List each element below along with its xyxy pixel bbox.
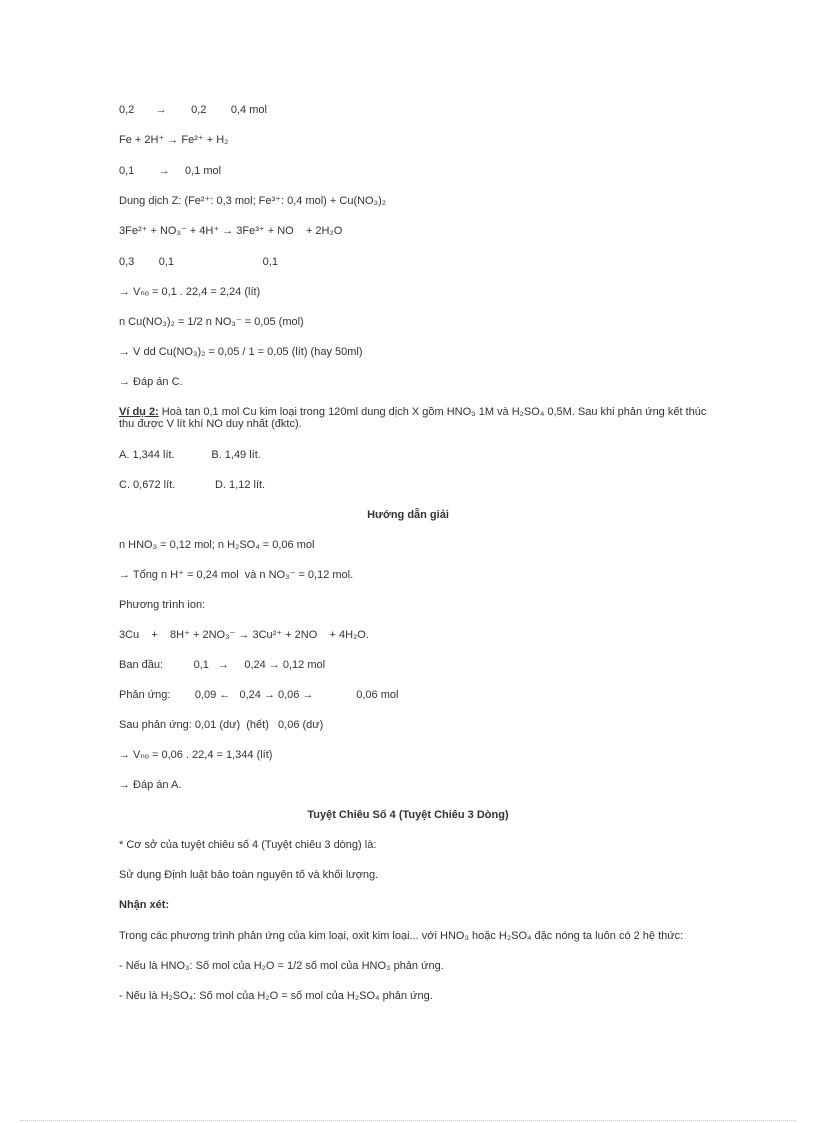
equation-fe-no3: 3Fe²⁺ + NO₃⁻ + 4H⁺ → 3Fe³⁺ + NO + 2H₂O [119, 225, 343, 237]
reaction-ratio-line: 0,2 → 0,2 0,4 mol [119, 104, 267, 116]
example-2-question-cont: thu được V lít khí NO duy nhất (đktc). [119, 418, 302, 430]
page-bottom-divider [20, 1120, 796, 1121]
solution-heading: Hướng dẫn giải [367, 509, 449, 521]
example-2-text: Hoà tan 0,1 mol Cu kim loại trong 120ml dung dịch X gồm HNO₃ 1M và H₂SO₄ 0,5M. Sau khi phản ứng kết thúc [158, 406, 707, 418]
options-a-b: A. 1,344 lít. B. 1,49 lít. [119, 449, 261, 461]
reaction-ratio-line: 0,3 0,1 0,1 [119, 256, 278, 268]
mol-cu-no3-line: n Cu(NO₃)₂ = 1/2 n NO₃⁻ = 0,05 (mol) [119, 316, 304, 328]
answer-line: → Đáp án C. [119, 376, 183, 388]
reacted-row: Phản ứng: 0,09 ← 0,24 → 0,06 → 0,06 mol [119, 689, 399, 701]
answer-line: → Đáp án A. [119, 779, 182, 791]
equation-fe-h: Fe + 2H⁺ → Fe²⁺ + H₂ [119, 134, 229, 146]
options-c-d: C. 0,672 lít. D. 1,12 lít. [119, 479, 266, 491]
remark-heading: Nhận xét: [119, 899, 170, 911]
initial-row: Ban đầu: 0,1 → 0,24 → 0,12 mol [119, 659, 326, 671]
reaction-ratio-line: 0,1 → 0,1 mol [119, 165, 222, 177]
ionic-equation: 3Cu + 8H⁺ + 2NO₃⁻ → 3Cu²⁺ + 2NO + 4H₂O. [119, 629, 369, 641]
example-2-label: Ví dụ 2: [119, 406, 159, 418]
section-heading: Tuyệt Chiêu Số 4 (Tuyệt Chiêu 3 Dòng) [307, 809, 509, 821]
basis-line: * Cơ sở của tuyệt chiêu số 4 (Tuyệt chiêu 3 dòng) là: [119, 839, 377, 851]
ionic-equation-label: Phương trình ion: [119, 599, 206, 611]
remark-text: Trong các phương trình phản ứng của kim loại, oxit kim loại... với HNO₃ hoặc H₂SO₄ đặc nóng ta luôn có 2 hệ thức: [119, 930, 684, 942]
solution-z-line: Dung dịch Z: (Fe²⁺: 0,3 mol; Fe³⁺: 0,4 mol) + Cu(NO₃)₂ [119, 195, 387, 207]
after-row: Sau phản ứng: 0,01 (dư) (hết) 0,06 (dư) [119, 719, 324, 731]
rule-hno3: - Nếu là HNO₃: Số mol của H₂O = 1/2 số mol của HNO₃ phản ứng. [119, 960, 444, 972]
volume-solution-line: → V dd Cu(NO₃)₂ = 0,05 / 1 = 0,05 (lít) (hay 50ml) [119, 346, 363, 358]
total-h-line: → Tổng n H⁺ = 0,24 mol và n NO₃⁻ = 0,12 mol. [119, 569, 354, 581]
rule-h2so4: - Nếu là H₂SO₄: Số mol của H₂O = số mol của H₂SO₄ phản ứng. [119, 990, 433, 1002]
volume-no-line: → Vₙₒ = 0,1 . 22,4 = 2,24 (lít) [119, 286, 261, 298]
law-line: Sử dụng Định luật bảo toàn nguyên tố và khối lượng. [119, 869, 379, 881]
mol-acids-line: n HNO₃ = 0,12 mol; n H₂SO₄ = 0,06 mol [119, 539, 315, 551]
volume-no-line: → Vₙₒ = 0,06 . 22,4 = 1,344 (lít) [119, 749, 273, 761]
